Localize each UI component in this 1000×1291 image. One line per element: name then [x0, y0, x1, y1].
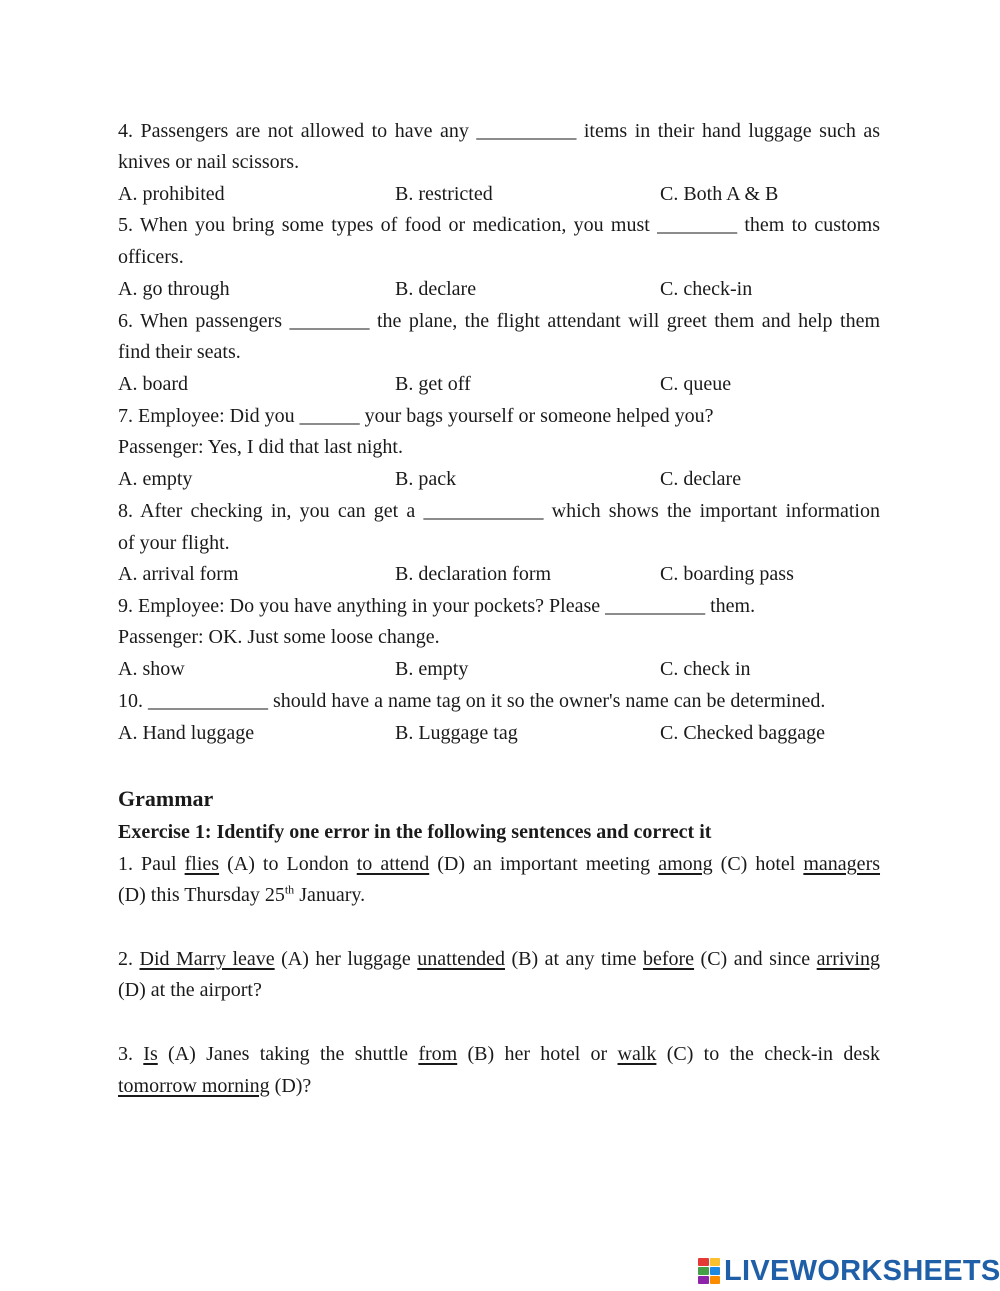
question-7-option-b[interactable]: B. pack [395, 468, 457, 490]
logo-square [698, 1267, 709, 1275]
question-7-option-a[interactable]: A. empty [118, 468, 193, 490]
question-4-option-a[interactable]: A. prohibited [118, 183, 225, 205]
question-5-line-2: officers. [118, 246, 184, 268]
question-6-option-b[interactable]: B. get off [395, 373, 471, 395]
question-10-option-b[interactable]: B. Luggage tag [395, 722, 518, 744]
logo-square [710, 1276, 721, 1284]
question-5-line-1: 5. When you bring some types of food or medication, you must ________ them to customs [118, 214, 880, 236]
question-5-option-a[interactable]: A. go through [118, 278, 230, 300]
error-sentence-3-line-2: tomorrow morning (D)? [118, 1075, 312, 1097]
ordinal-suffix: th [284, 882, 295, 897]
underlined-option: to attend [356, 853, 430, 875]
error-sentence-1-line-2: (D) this Thursday 25th January. [118, 882, 366, 906]
error-sentence-1-line-1: 1. Paul flies (A) to London to attend (D) an important meeting among (C) hotel managers [118, 853, 881, 875]
exercise-title: Exercise 1: Identify one error in the following sentences and correct it [118, 821, 712, 843]
logo-text: LIVEWORKSHEETS [724, 1254, 1000, 1287]
logo-square [698, 1276, 709, 1284]
question-8-option-a[interactable]: A. arrival form [118, 563, 239, 585]
question-9-option-a[interactable]: A. show [118, 658, 185, 680]
logo-square [710, 1267, 721, 1275]
question-9-option-b[interactable]: B. empty [395, 658, 469, 680]
question-4-option-b[interactable]: B. restricted [395, 183, 493, 205]
question-9-line-1: 9. Employee: Do you have anything in your pockets? Please __________ them. [118, 595, 756, 617]
question-9-line-2: Passenger: OK. Just some loose change. [118, 626, 440, 648]
question-7-option-c[interactable]: C. declare [660, 468, 742, 490]
underlined-option: flies [184, 853, 220, 875]
question-6-option-a[interactable]: A. board [118, 373, 188, 395]
question-5-option-c[interactable]: C. check-in [660, 278, 753, 300]
question-4-line-1: 4. Passengers are not allowed to have any __________ items in their hand luggage such as [118, 120, 880, 142]
question-7-line-2: Passenger: Yes, I did that last night. [118, 436, 403, 458]
question-8-line-2: of your flight. [118, 532, 230, 554]
question-10-line-1: 10. ____________ should have a name tag on it so the owner's name can be determined. [118, 690, 826, 712]
error-sentence-3-line-1: 3. Is (A) Janes taking the shuttle from (B) her hotel or walk (C) to the check-in desk [118, 1043, 881, 1065]
question-8-option-b[interactable]: B. declaration form [395, 563, 552, 585]
underlined-option: managers [803, 853, 881, 875]
logo-mark-icon [698, 1258, 720, 1284]
question-10-option-a[interactable]: A. Hand luggage [118, 722, 255, 744]
question-6-option-c[interactable]: C. queue [660, 373, 732, 395]
question-6-line-1: 6. When passengers ________ the plane, the flight attendant will greet them and help them [118, 310, 880, 332]
underlined-option: tomorrow morning [118, 1075, 270, 1097]
question-8-option-c[interactable]: C. boarding pass [660, 563, 794, 585]
question-10-option-c[interactable]: C. Checked baggage [660, 722, 825, 744]
underlined-option: arriving [816, 948, 880, 970]
logo-square [698, 1258, 709, 1266]
question-6-line-2: find their seats. [118, 341, 241, 363]
error-sentence-2-line-2: (D) at the airport? [118, 979, 262, 1001]
question-9-option-c[interactable]: C. check in [660, 658, 751, 680]
logo-square [710, 1258, 721, 1266]
question-4-option-c[interactable]: C. Both A & B [660, 183, 779, 205]
underlined-option: unattended [417, 948, 505, 970]
section-heading-grammar: Grammar [118, 786, 214, 811]
question-5-option-b[interactable]: B. declare [395, 278, 477, 300]
underlined-option: among [658, 853, 713, 875]
question-8-line-1: 8. After checking in, you can get a ____________ which shows the important information [118, 500, 880, 522]
error-sentence-2-line-1: 2. Did Marry leave (A) her luggage unattended (B) at any time before (C) and since arriving [118, 948, 880, 970]
underlined-option: walk [617, 1043, 657, 1065]
underlined-option: from [418, 1043, 458, 1065]
liveworksheets-logo [698, 1256, 1000, 1286]
underlined-option: before [642, 948, 695, 970]
question-4-line-2: knives or nail scissors. [118, 151, 300, 173]
underlined-option: Is [143, 1043, 158, 1065]
underlined-option: Did Marry leave [139, 948, 275, 970]
question-7-line-1: 7. Employee: Did you ______ your bags yourself or someone helped you? [118, 405, 714, 427]
